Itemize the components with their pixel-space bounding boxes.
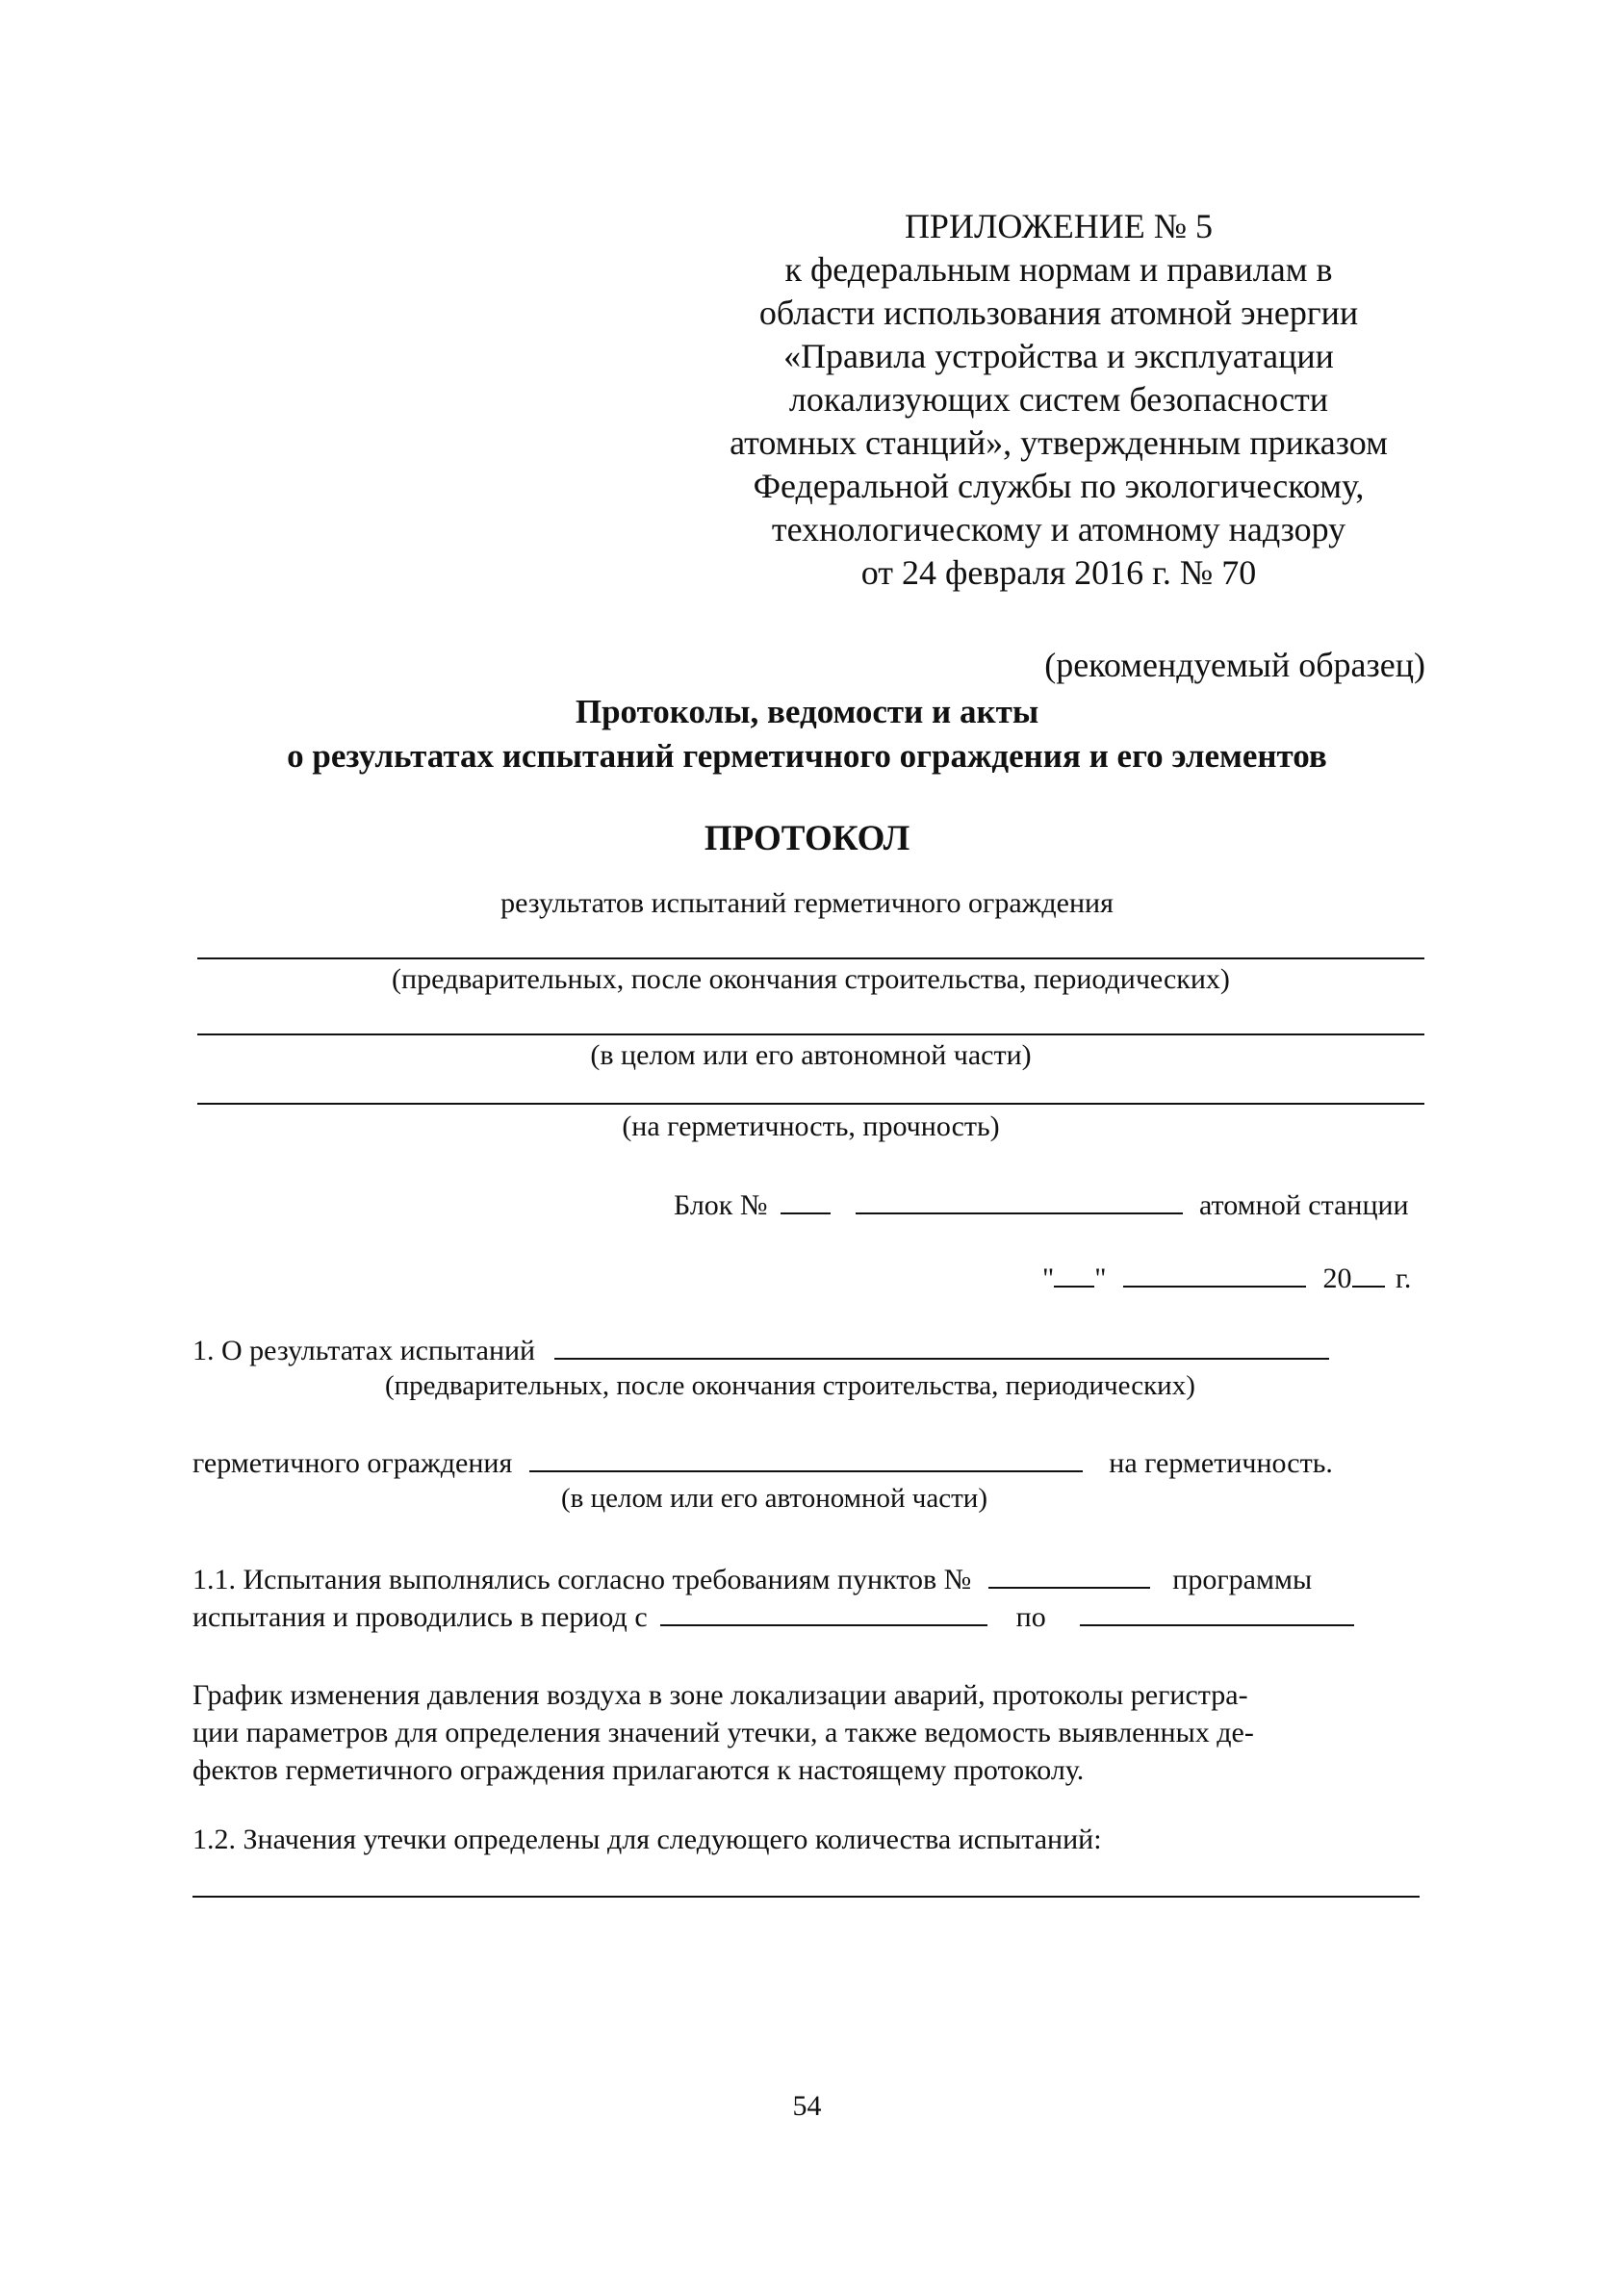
heading-line-1: Протоколы, ведомости и акты xyxy=(575,693,1039,730)
section-1-1-text-1: 1.1. Испытания выполнялись согласно требованиям пунктов № xyxy=(192,1564,972,1595)
block-number-field[interactable] xyxy=(781,1187,831,1214)
graph-paragraph-line: фектов герметичного ограждения прилагаются к настоящему протоколу. xyxy=(192,1754,1085,1786)
enclosure-scope-field[interactable] xyxy=(529,1445,1083,1472)
fill-line-scope[interactable] xyxy=(197,1033,1424,1035)
appendix-line: «Правила устройства и эксплуатации xyxy=(783,337,1334,375)
appendix-line: локализующих систем безопасности xyxy=(788,380,1329,419)
date-month-field[interactable] xyxy=(1123,1261,1306,1288)
caption-scope: (в целом или его автономной части) xyxy=(590,1039,1032,1071)
appendix-line: ПРИЛОЖЕНИЕ № 5 xyxy=(904,207,1214,245)
section-1-type-field[interactable] xyxy=(554,1333,1329,1360)
section-1-1-text-2: испытания и проводились в период с xyxy=(192,1601,648,1633)
appendix-line: Федеральной службы по экологическому, xyxy=(753,467,1365,505)
period-to-field[interactable] xyxy=(1080,1599,1354,1626)
protocol-title: ПРОТОКОЛ xyxy=(704,819,910,858)
appendix-line: атомных станций», утвержденным приказом xyxy=(730,423,1388,462)
section-1-lead xyxy=(192,1333,1329,1367)
graph-paragraph xyxy=(192,1676,1254,1789)
section-1-1-line-1 xyxy=(192,1562,1312,1596)
fill-line-test-kind[interactable] xyxy=(197,1103,1424,1105)
section-1-lead-caption: (предварительных, после окончания строительства, периодических) xyxy=(385,1370,1195,1401)
section-1-1-mid-2: по xyxy=(1015,1601,1046,1633)
graph-paragraph-line: График изменения давления воздуха в зоне локализации аварий, протоколы регистра- xyxy=(192,1679,1248,1711)
block-station-line xyxy=(674,1187,1409,1222)
date-day-field[interactable] xyxy=(1054,1261,1094,1288)
date-year-suffix: г. xyxy=(1396,1263,1412,1294)
date-line xyxy=(1042,1261,1411,1295)
section-1-enclosure xyxy=(192,1445,1333,1480)
period-from-field[interactable] xyxy=(660,1599,987,1626)
appendix-line: области использования атомной энергии xyxy=(758,293,1359,332)
fill-line-test-type[interactable] xyxy=(197,957,1424,959)
section-1-1-end-1: программы xyxy=(1172,1564,1313,1595)
enclosure-label: герметичного ограждения xyxy=(192,1447,513,1479)
appendix-line: к федеральным нормам и правилам в xyxy=(784,250,1333,289)
appendix-line: от 24 февраля 2016 г. № 70 xyxy=(860,553,1257,592)
appendix-line: технологическому и атомному надзору xyxy=(771,510,1346,548)
program-items-field[interactable] xyxy=(988,1562,1150,1589)
date-quote-close: " xyxy=(1094,1263,1107,1294)
date-quote-open: " xyxy=(1042,1263,1055,1294)
caption-test-type: (предварительных, после окончания строительства, периодических) xyxy=(392,963,1230,995)
fill-line-tests-count[interactable] xyxy=(192,1896,1420,1898)
enclosure-suffix: на герметичность. xyxy=(1109,1447,1333,1479)
date-year-field[interactable] xyxy=(1352,1261,1385,1288)
appendix-block xyxy=(674,205,1444,595)
section-1-2-text: 1.2. Значения утечки определены для следующего количества испытаний: xyxy=(192,1824,1102,1855)
page-number: 54 xyxy=(792,2090,822,2122)
graph-paragraph-line: ции параметров для определения значений утечки, а также ведомость выявленных де- xyxy=(192,1717,1254,1748)
caption-test-kind: (на герметичность, прочность) xyxy=(622,1110,1000,1142)
station-name-field[interactable] xyxy=(856,1187,1183,1214)
protocol-subtitle: результатов испытаний герметичного ограждения xyxy=(500,887,1114,919)
section-1-1-line-2 xyxy=(192,1599,1354,1634)
sample-note: (рекомендуемый образец) xyxy=(1044,646,1425,684)
section-1-lead-text: 1. О результатах испытаний xyxy=(192,1335,536,1366)
station-label: атомной станции xyxy=(1199,1189,1409,1221)
heading-line-2: о результатах испытаний герметичного ограждения и его элементов xyxy=(287,737,1327,775)
enclosure-caption: (в целом или его автономной части) xyxy=(561,1483,987,1514)
date-year-prefix: 20 xyxy=(1322,1263,1352,1294)
block-label: Блок № xyxy=(674,1189,768,1221)
